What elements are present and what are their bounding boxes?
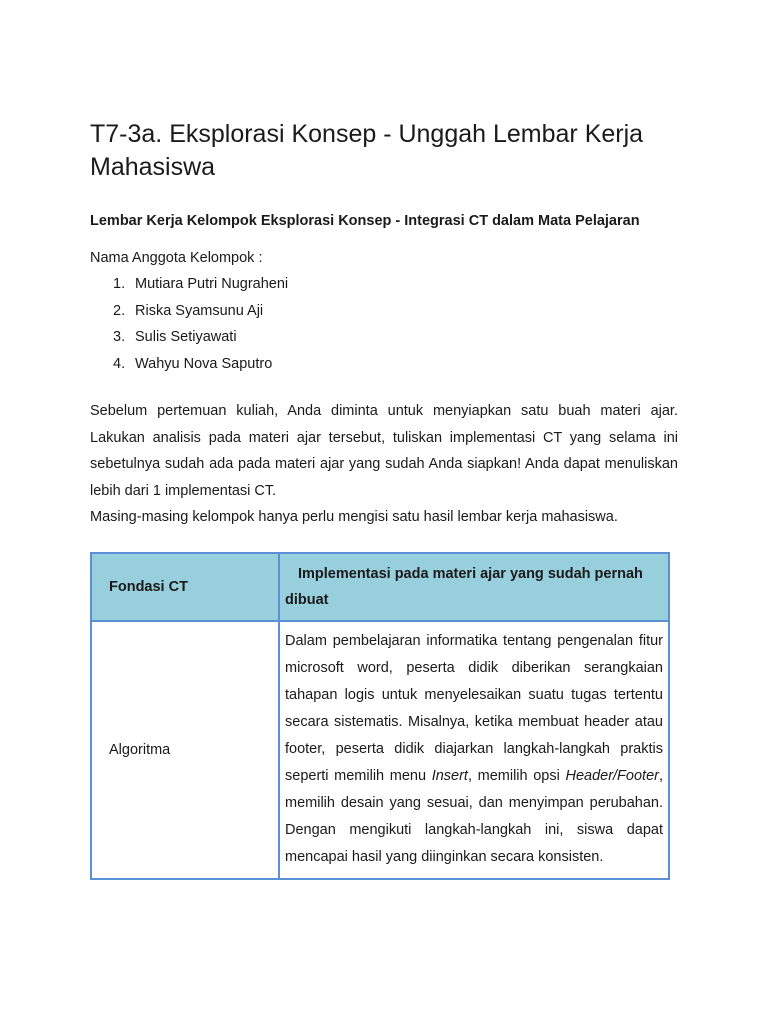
table-row xyxy=(91,621,669,879)
list-number: 3. xyxy=(113,329,126,346)
impl-text-part1: Dalam pembelajaran informatika tentang pengenalan fitur microsoft word, peserta didik diberikan serangkaian tahapan logis untuk menyelesaikan suatu tugas tertentu secara sistematis. Misalnya, ketika membuat header atau footer, peserta didik diajarkan langkah-langkah praktis seperti memilih menu xyxy=(285,632,663,784)
list-number: 1. xyxy=(113,276,126,292)
header-impl-line2: dibuat xyxy=(285,592,329,608)
header-implementasi xyxy=(279,553,669,621)
list-number: 2. xyxy=(113,302,126,319)
member-name: Wahyu Nova Saputro xyxy=(135,356,273,373)
header-fondasi-label: Fondasi CT xyxy=(109,578,188,595)
group-note: Masing-masing kelompok hanya perlu mengisi satu hasil lembar kerja mahasiswa. xyxy=(90,509,618,525)
list-item xyxy=(90,354,288,381)
impl-text-part2: , memilih opsi xyxy=(467,767,566,784)
member-name: Sulis Setiyawati xyxy=(135,329,237,346)
member-name: Mutiara Putri Nugraheni xyxy=(135,276,289,292)
fondasi-value: Algoritma xyxy=(109,742,171,758)
impl-emphasis-header-footer: Header/Footer xyxy=(565,767,659,784)
impl-text-part3: , memilih desain yang sesuai, dan menyimpan perubahan. Dengan mengikuti langkah-langkah ini, siswa dapat mencapai hasil yang diinginkan secara konsisten. xyxy=(285,767,663,865)
table-header-row xyxy=(91,553,669,621)
member-name: Riska Syamsunu Aji xyxy=(135,302,264,319)
list-item xyxy=(90,301,288,328)
worksheet-subtitle: Lembar Kerja Kelompok Eksplorasi Konsep - Integrasi CT dalam Mata Pelajaran xyxy=(90,213,640,229)
members-label: Nama Anggota Kelompok : xyxy=(90,250,263,266)
intro-paragraph: Sebelum pertemuan kuliah, Anda diminta untuk menyiapkan satu buah materi ajar. Lakukan analisis pada materi ajar tersebut, tuliskan implementasi CT yang selama ini sebetulnya sudah ada pada materi ajar yang sudah Anda siapkan! Anda dapat menuliskan lebih dari 1 implementasi CT. xyxy=(90,403,678,499)
impl-emphasis-insert: Insert xyxy=(431,767,468,784)
cell-fondasi xyxy=(91,621,279,879)
header-fondasi-ct xyxy=(91,553,279,621)
list-item xyxy=(90,327,288,354)
page-title: T7-3a. Eksplorasi Konsep - Unggah Lembar Kerja Mahasiswa xyxy=(90,120,644,181)
members-list xyxy=(90,274,288,381)
list-item xyxy=(90,274,288,301)
cell-implementasi xyxy=(279,621,669,879)
header-impl-line1: Implementasi pada materi ajar yang sudah pernah xyxy=(298,565,643,582)
ct-implementation-table xyxy=(90,552,670,880)
list-number: 4. xyxy=(113,356,126,373)
